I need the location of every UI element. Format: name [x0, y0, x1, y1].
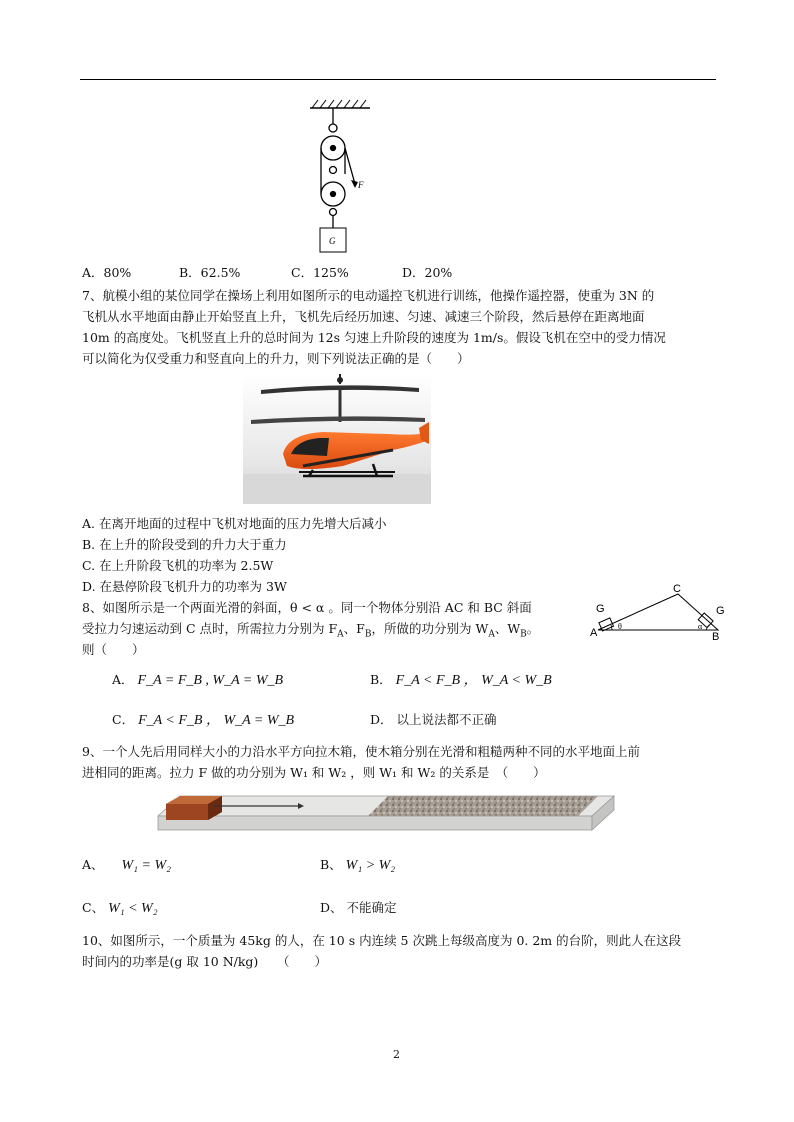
q8-option-b-formula: F_A < F_B ， W_A < W_B: [395, 673, 552, 688]
q8-stem-line-2-head: 受拉力匀速运动到 C 点时，所需拉力分别为 F: [82, 621, 338, 636]
q7-stem-line-1: 7、航模小组的某位同学在操场上利用如图所示的电动遥控飞机进行训练，他操作遥控器，使重为 3N 的: [82, 288, 655, 303]
q9-option-b: [320, 857, 395, 874]
q8-stem-line-3: 则（ ）: [82, 642, 145, 657]
theta-label: θ: [618, 622, 622, 631]
q9-option-c-formula: W₁ < W₂: [108, 901, 158, 916]
q8-option-d-label: D．: [370, 712, 393, 727]
q6-option-d: D．20%: [402, 265, 453, 280]
q7-option-c: C. 在上升阶段飞机的功率为 2.5W: [82, 558, 274, 573]
q8-option-a-label: A．: [112, 672, 134, 687]
q7-stem-line-2: 飞机从水平地面由静止开始竖直上升，飞机先后经历加速、匀速、减速三个阶段，然后悬停在距离地面: [82, 309, 645, 324]
q9-option-b-label: B、: [320, 857, 342, 872]
q9-option-c: [82, 900, 158, 917]
q6-option-a: A．80%: [82, 265, 132, 280]
q8-option-b: [370, 672, 552, 689]
q8-option-a-formula: F_A = F_B , W_A = W_B: [137, 673, 284, 688]
q9-option-a: [82, 857, 171, 874]
q6-option-b: B．62.5%: [179, 265, 241, 280]
weight-right-label: G: [716, 605, 725, 617]
alpha-label: α: [698, 622, 703, 631]
q7-stem-line-3: 10m 的高度处。飞机竖直上升的总时间为 12s 匀速上升阶段的速度为 1m/s。假设飞机在空中的受力情况: [82, 330, 666, 345]
q7-option-d: D. 在悬停阶段飞机升力的功率为 3W: [82, 579, 287, 594]
q9-option-b-formula: W₁ > W₂: [345, 858, 396, 873]
q8-option-c-label: C．: [112, 712, 135, 727]
q8-option-c: [112, 712, 294, 729]
q9-option-d-label: D、: [320, 900, 343, 915]
q9-option-a-label: A、: [82, 857, 104, 872]
q8-option-b-label: B．: [370, 672, 392, 687]
q8-option-d: [370, 712, 497, 728]
weight-label: G: [329, 236, 336, 246]
q8-stem-line-2-tail: ，所做的功分别为 W: [371, 621, 489, 636]
header-rule: [80, 79, 716, 80]
q8-stem-line-1: 8、如图所示是一个两面光滑的斜面，θ < α 。同一个物体分别沿 AC 和 BC 斜面: [82, 600, 532, 615]
q7-stem-line-4: 可以简化为仅受重力和竖直向上的升力，则下列说法正确的是（ ）: [82, 351, 470, 366]
force-label: F: [358, 180, 364, 190]
q9-option-a-formula: W₁ = W₂: [121, 858, 172, 873]
pulley-diagram: [300, 98, 380, 258]
point-b-label: B: [712, 631, 720, 643]
q9-option-d: [320, 900, 397, 916]
incline-diagram: [588, 582, 728, 646]
q7-option-b: B. 在上升的阶段受到的升力大于重力: [82, 537, 287, 552]
weight-left-label: G: [596, 603, 605, 615]
q8-option-a: [112, 672, 283, 689]
point-c-label: C: [673, 583, 681, 595]
point-a-label: A: [590, 627, 598, 639]
q7-option-a: A. 在离开地面的过程中飞机对地面的压力先增大后减小: [82, 516, 387, 531]
helicopter-image: [243, 374, 431, 504]
q10-stem-line-1: 10、如图所示，一个质量为 45kg 的人，在 10 s 内连续 5 次跳上每级高度为 0. 2m 的台阶，则此人在这段: [82, 933, 682, 948]
floor-diagram: [152, 786, 616, 836]
q10-stem-line-2: 时间内的功率是(g 取 10 N/kg) （ ）: [82, 954, 328, 969]
q8-option-c-formula: F_A < F_B ， W_A = W_B: [138, 713, 295, 728]
q8-stem-line-2: 受拉力匀速运动到 C 点时，所需拉力分别为 $F_A$、$F_B$，所做的功分别为 $W_A$、$W_B$。: [82, 621, 540, 640]
q9-stem-line-1: 9、一个人先后用同样大小的力沿水平方向拉木箱，使木箱分别在光滑和粗糙两种不同的水平地面上前: [82, 744, 640, 759]
page-number: 2: [393, 1048, 400, 1061]
q9-stem-line-2: 进相同的距离。拉力 F 做的功分别为 W₁ 和 W₂ ，则 W₁ 和 W₂ 的关系是 （ ）: [82, 765, 546, 780]
q9-option-d-formula: 不能确定: [346, 900, 397, 915]
q8-option-d-formula: 以上说法都不正确: [396, 712, 497, 727]
q6-option-c: C．125%: [291, 265, 349, 280]
q9-option-c-label: C、: [82, 900, 105, 915]
